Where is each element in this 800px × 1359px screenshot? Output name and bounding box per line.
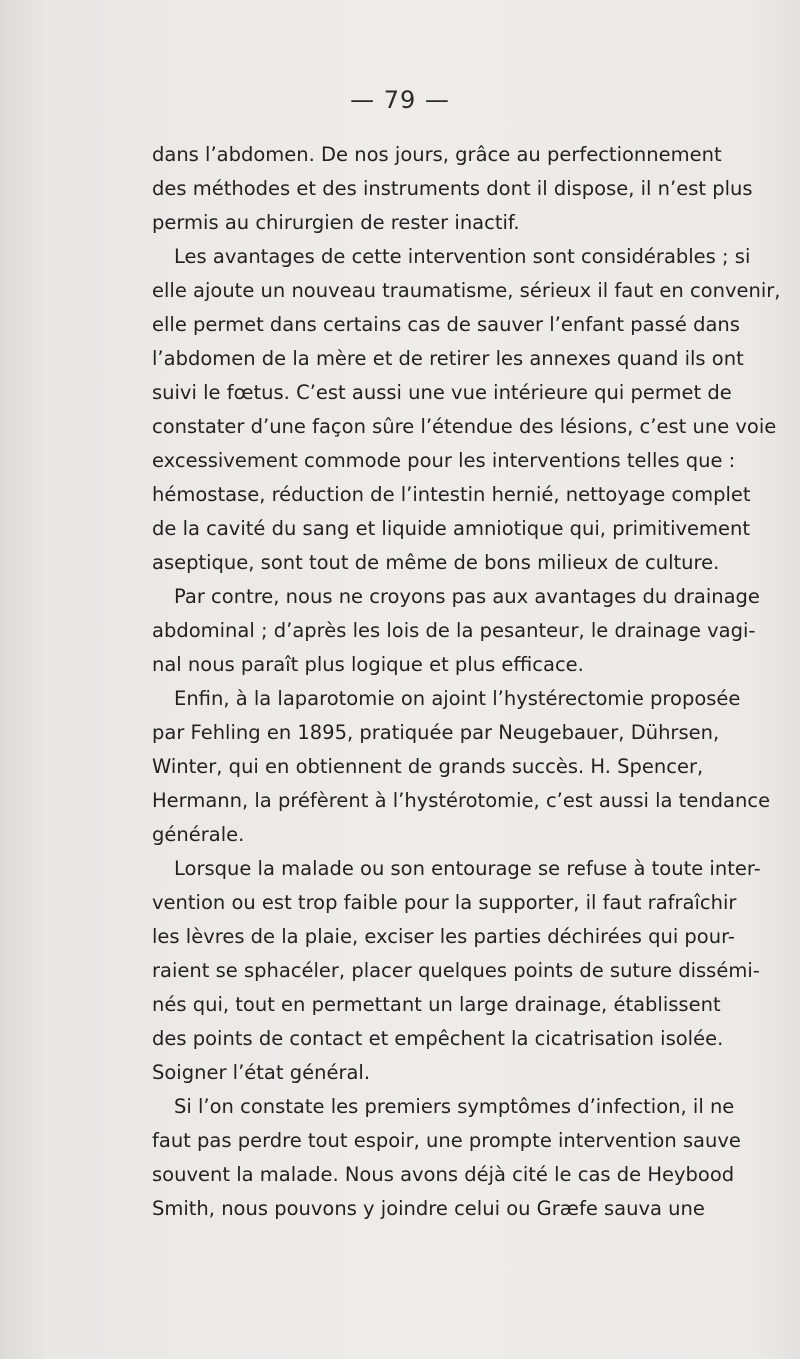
text-line: elle ajoute un nouveau traumatisme, sérieux il faut en convenir, <box>152 279 781 302</box>
text-line: hémostase, réduction de l’intestin hernié, nettoyage complet <box>152 483 751 506</box>
text-line: Lorsque la malade ou son entourage se refuse à toute inter- <box>174 857 761 880</box>
text-line: dans l’abdomen. De nos jours, grâce au perfectionnement <box>152 143 722 166</box>
text-line: des points de contact et empêchent la cicatrisation isolée. <box>152 1027 724 1050</box>
text-line: abdominal ; d’après les lois de la pesanteur, le drainage vagi- <box>152 619 756 642</box>
text-line: de la cavité du sang et liquide amniotique qui, primitivement <box>152 517 751 540</box>
text-line: souvent la malade. Nous avons déjà cité le cas de Heybood <box>152 1163 735 1186</box>
text-line: raient se sphacéler, placer quelques points de suture dissémi- <box>152 959 760 982</box>
text-line: Les avantages de cette intervention sont considérables ; si <box>174 245 751 268</box>
text-line: Hermann, la préfèrent à l’hystérotomie, c’est aussi la tendance <box>152 789 771 812</box>
text-line: aseptique, sont tout de même de bons milieux de culture. <box>152 551 720 574</box>
text-line: Si l’on constate les premiers symptômes d’infection, il ne <box>174 1095 735 1118</box>
page-number: — 79 — <box>350 86 450 114</box>
text-line: Smith, nous pouvons y joindre celui ou Græfe sauva une <box>152 1197 705 1220</box>
text-line: nal nous paraît plus logique et plus efficace. <box>152 653 584 676</box>
text-line: Enfin, à la laparotomie on ajoint l’hystérectomie proposée <box>174 687 741 710</box>
text-line: vention ou est trop faible pour la supporter, il faut rafraîchir <box>152 891 737 914</box>
text-line: des méthodes et des instruments dont il dispose, il n’est plus <box>152 177 753 200</box>
text-line: par Fehling en 1895, pratiquée par Neugebauer, Dührsen, <box>152 721 720 744</box>
text-line: constater d’une façon sûre l’étendue des lésions, c’est une voie <box>152 415 777 438</box>
text-line: Soigner l’état général. <box>152 1061 371 1084</box>
text-line: Winter, qui en obtiennent de grands succès. H. Spencer, <box>152 755 704 778</box>
text-line: générale. <box>152 823 245 846</box>
text-line: nés qui, tout en permettant un large drainage, établissent <box>152 993 721 1016</box>
text-line: permis au chirurgien de rester inactif. <box>152 211 520 234</box>
text-line: suivi le fœtus. C’est aussi une vue intérieure qui permet de <box>152 381 732 404</box>
text-line: faut pas perdre tout espoir, une prompte intervention sauve <box>152 1129 741 1152</box>
text-line: l’abdomen de la mère et de retirer les annexes quand ils ont <box>152 347 744 370</box>
text-line: excessivement commode pour les interventions telles que : <box>152 449 736 472</box>
text-line: les lèvres de la plaie, exciser les parties déchirées qui pour- <box>152 925 735 948</box>
text-line: elle permet dans certains cas de sauver l’enfant passé dans <box>152 313 740 336</box>
text-line: Par contre, nous ne croyons pas aux avantages du drainage <box>174 585 760 608</box>
body-text <box>152 138 781 1226</box>
